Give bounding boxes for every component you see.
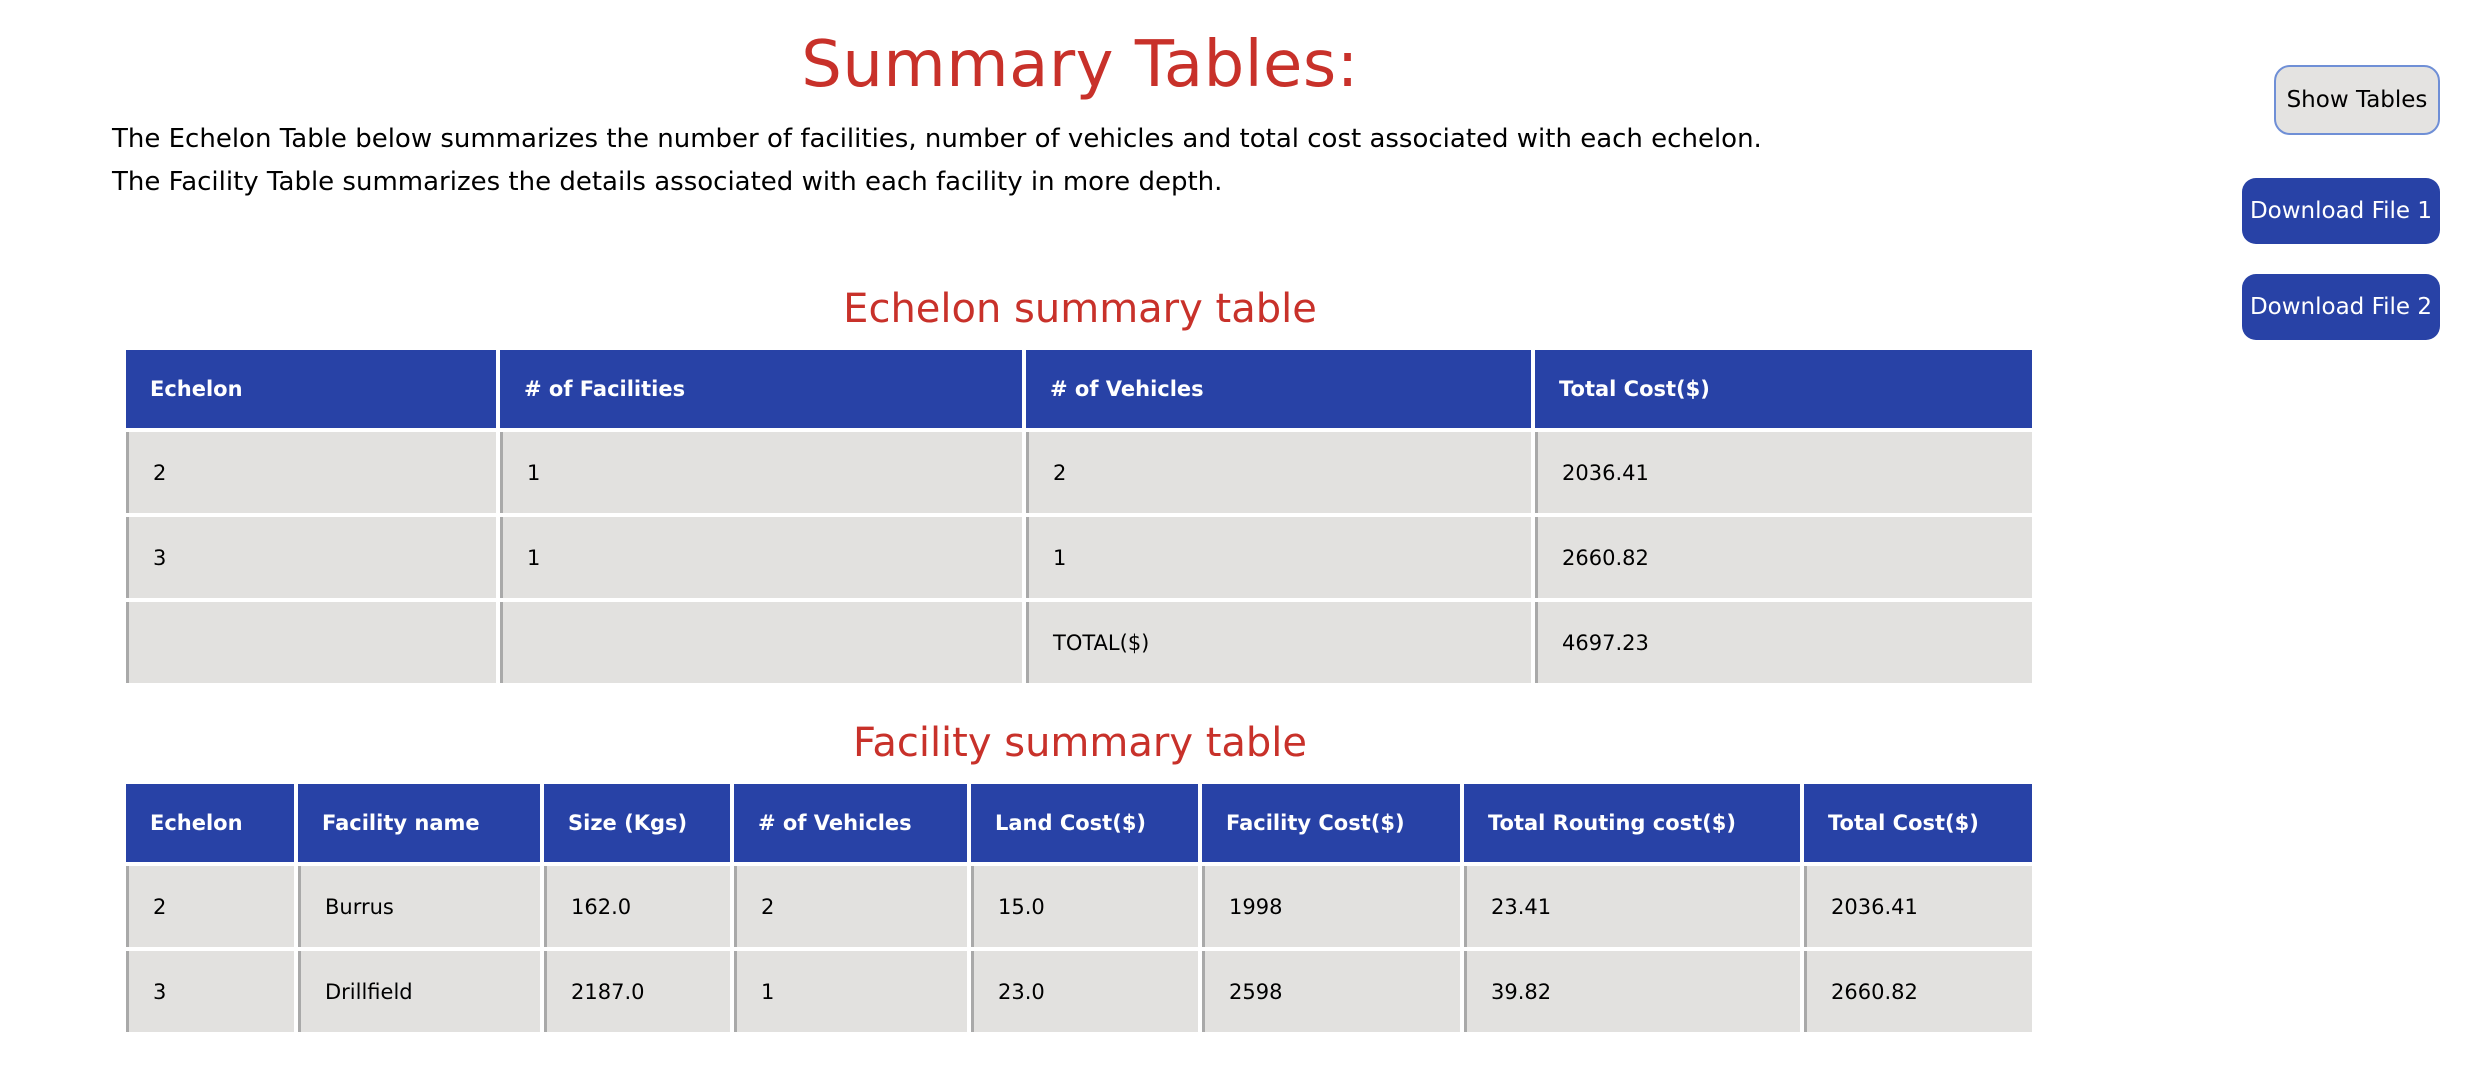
cell-facility-name: Drillfield <box>298 951 540 1032</box>
cell-vehicles: 1 <box>734 951 967 1032</box>
column-header-total-cost: Total Cost($) <box>1804 784 2032 862</box>
column-header-land-cost: Land Cost($) <box>971 784 1198 862</box>
cell-echelon: 2 <box>126 866 294 947</box>
intro-text-echelon: The Echelon Table below summarizes the number of facilities, number of vehicles and total cost associated with each echelon. <box>112 124 1762 154</box>
cell-vehicles: 1 <box>1026 517 1531 598</box>
column-header-facility-name: Facility name <box>298 784 540 862</box>
cell-total-cost: 2660.82 <box>1804 951 2032 1032</box>
cell-facility-cost: 1998 <box>1202 866 1460 947</box>
cell-vehicles: 2 <box>734 866 967 947</box>
facility-summary-table <box>122 780 2036 1036</box>
column-header-facility-cost: Facility Cost($) <box>1202 784 1460 862</box>
cell-facilities: 1 <box>500 432 1022 513</box>
cell-facility-name: Burrus <box>298 866 540 947</box>
column-header-routing-cost: Total Routing cost($) <box>1464 784 1800 862</box>
table-total-row <box>126 602 2032 683</box>
column-header-vehicles: # of Vehicles <box>734 784 967 862</box>
show-tables-button[interactable]: Show Tables <box>2274 65 2440 135</box>
echelon-summary-table <box>122 346 2036 687</box>
intro-text-facility: The Facility Table summarizes the details associated with each facility in more depth. <box>112 167 1223 197</box>
cell-facilities: 1 <box>500 517 1022 598</box>
table-header-row <box>126 350 2032 428</box>
cell-echelon <box>126 602 496 683</box>
table-row <box>126 432 2032 513</box>
download-file-2-button[interactable]: Download File 2 <box>2242 274 2440 340</box>
column-header-vehicles: # of Vehicles <box>1026 350 1531 428</box>
facility-table-title: Facility summary table <box>852 720 1308 766</box>
column-header-echelon: Echelon <box>126 784 294 862</box>
cell-total-label: TOTAL($) <box>1026 602 1531 683</box>
column-header-echelon: Echelon <box>126 350 496 428</box>
download-file-1-button[interactable]: Download File 1 <box>2242 178 2440 244</box>
cell-size: 162.0 <box>544 866 730 947</box>
cell-echelon: 2 <box>126 432 496 513</box>
cell-echelon: 3 <box>126 951 294 1032</box>
page-title: Summary Tables: <box>801 28 1359 102</box>
cell-facility-cost: 2598 <box>1202 951 1460 1032</box>
table-row <box>126 951 2032 1032</box>
cell-total-cost: 2036.41 <box>1535 432 2032 513</box>
cell-echelon: 3 <box>126 517 496 598</box>
echelon-table-title: Echelon summary table <box>843 286 1317 332</box>
cell-routing-cost: 39.82 <box>1464 951 1800 1032</box>
cell-facilities <box>500 602 1022 683</box>
table-header-row <box>126 784 2032 862</box>
cell-routing-cost: 23.41 <box>1464 866 1800 947</box>
cell-size: 2187.0 <box>544 951 730 1032</box>
column-header-total-cost: Total Cost($) <box>1535 350 2032 428</box>
table-row <box>126 517 2032 598</box>
cell-land-cost: 15.0 <box>971 866 1198 947</box>
table-row <box>126 866 2032 947</box>
cell-total-cost: 2036.41 <box>1804 866 2032 947</box>
column-header-facilities: # of Facilities <box>500 350 1022 428</box>
cell-land-cost: 23.0 <box>971 951 1198 1032</box>
cell-total-cost: 2660.82 <box>1535 517 2032 598</box>
cell-vehicles: 2 <box>1026 432 1531 513</box>
column-header-size: Size (Kgs) <box>544 784 730 862</box>
cell-grand-total: 4697.23 <box>1535 602 2032 683</box>
